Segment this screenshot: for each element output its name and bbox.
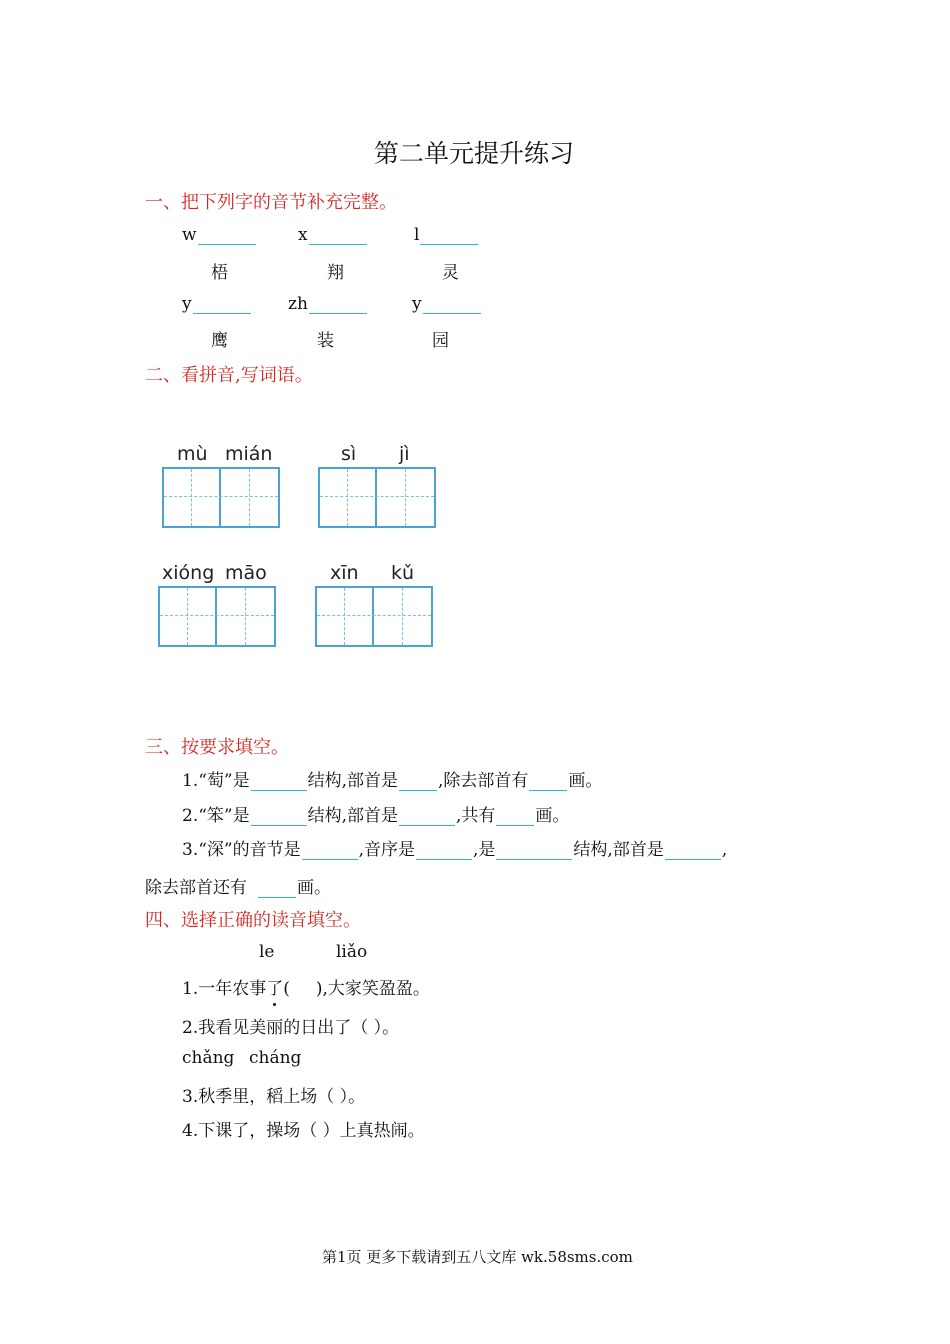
sentence-3: 3.秋季里，稻上场（ ）。 xyxy=(182,1087,366,1107)
section2-heading: 二、看拼音,写词语。 xyxy=(145,365,313,386)
pinyin-label: māo xyxy=(225,562,267,584)
emphasized-character: 了 xyxy=(266,979,283,999)
page-title: 第二单元提升练习 xyxy=(374,139,575,168)
answer-blank[interactable] xyxy=(258,879,296,898)
character: 灵 xyxy=(442,263,459,283)
writing-grid[interactable] xyxy=(162,467,280,528)
answer-blank[interactable] xyxy=(302,841,358,860)
syllable-item: w xyxy=(182,225,257,245)
answer-blank[interactable] xyxy=(198,226,256,245)
character: 梧 xyxy=(211,263,228,283)
pinyin-label: jì xyxy=(399,443,410,465)
answer-blank[interactable] xyxy=(309,226,367,245)
sentence-4: 4.下课了，操场（ ）上真热闹。 xyxy=(182,1121,425,1141)
section1-heading: 一、把下列字的音节补充完整。 xyxy=(145,192,397,213)
syllable-item: l xyxy=(414,225,479,245)
writing-grid[interactable] xyxy=(318,467,436,528)
question-3-continued: 除去部首还有 画。 xyxy=(145,878,331,898)
question-3: 3.“深”的音节是 ,音序是 ,是 结构,部首是 , xyxy=(182,840,728,860)
character: 园 xyxy=(432,331,449,351)
pinyin-label: kǔ xyxy=(391,562,415,584)
answer-blank[interactable] xyxy=(420,226,478,245)
sentence-1: 1.一年农事了 ( ),大家笑盈盈。 xyxy=(182,974,430,999)
sentence-2: 2.我看见美丽的日出了（ ）。 xyxy=(182,1018,400,1038)
character: 鹰 xyxy=(211,331,228,351)
writing-grid[interactable] xyxy=(315,586,433,647)
syllable-item: y xyxy=(182,294,252,314)
pinyin-label: xióng xyxy=(162,562,215,584)
answer-blank[interactable] xyxy=(496,807,534,826)
question-2: 2.“笨”是 结构,部首是 ,共有 画。 xyxy=(182,806,570,826)
character: 装 xyxy=(317,331,334,351)
answer-blank[interactable] xyxy=(309,295,367,314)
character: 翔 xyxy=(327,263,344,283)
pinyin-option: cháng xyxy=(249,1048,302,1068)
emphasis-dot xyxy=(273,1003,276,1006)
writing-grid[interactable] xyxy=(158,586,276,647)
page-footer: 第1页 更多下载请到五八文库 wk.58sms.com xyxy=(322,1248,633,1266)
question-1: 1.“萄”是 结构,部首是 ,除去部首有 画。 xyxy=(182,771,603,791)
syllable-item: y xyxy=(412,294,482,314)
answer-blank[interactable] xyxy=(416,841,472,860)
pinyin-option: le xyxy=(259,942,275,962)
pinyin-label: xīn xyxy=(330,562,359,584)
pinyin-label: sì xyxy=(341,443,357,465)
pinyin-option: chǎng xyxy=(182,1048,235,1068)
pinyin-label: mù xyxy=(177,443,208,465)
answer-blank[interactable] xyxy=(423,295,481,314)
answer-blank[interactable] xyxy=(251,807,307,826)
answer-blank[interactable] xyxy=(251,772,307,791)
answer-blank[interactable] xyxy=(399,807,455,826)
answer-blank[interactable] xyxy=(665,841,721,860)
section4-heading: 四、选择正确的读音填空。 xyxy=(145,910,361,931)
answer-blank[interactable] xyxy=(496,841,572,860)
syllable-item: x xyxy=(298,225,368,245)
pinyin-label: mián xyxy=(225,443,273,465)
pinyin-option: liǎo xyxy=(336,942,368,962)
answer-blank[interactable] xyxy=(399,772,437,791)
syllable-item: zh xyxy=(288,294,368,314)
answer-blank[interactable] xyxy=(529,772,567,791)
answer-blank[interactable] xyxy=(193,295,251,314)
section3-heading: 三、按要求填空。 xyxy=(145,737,289,758)
